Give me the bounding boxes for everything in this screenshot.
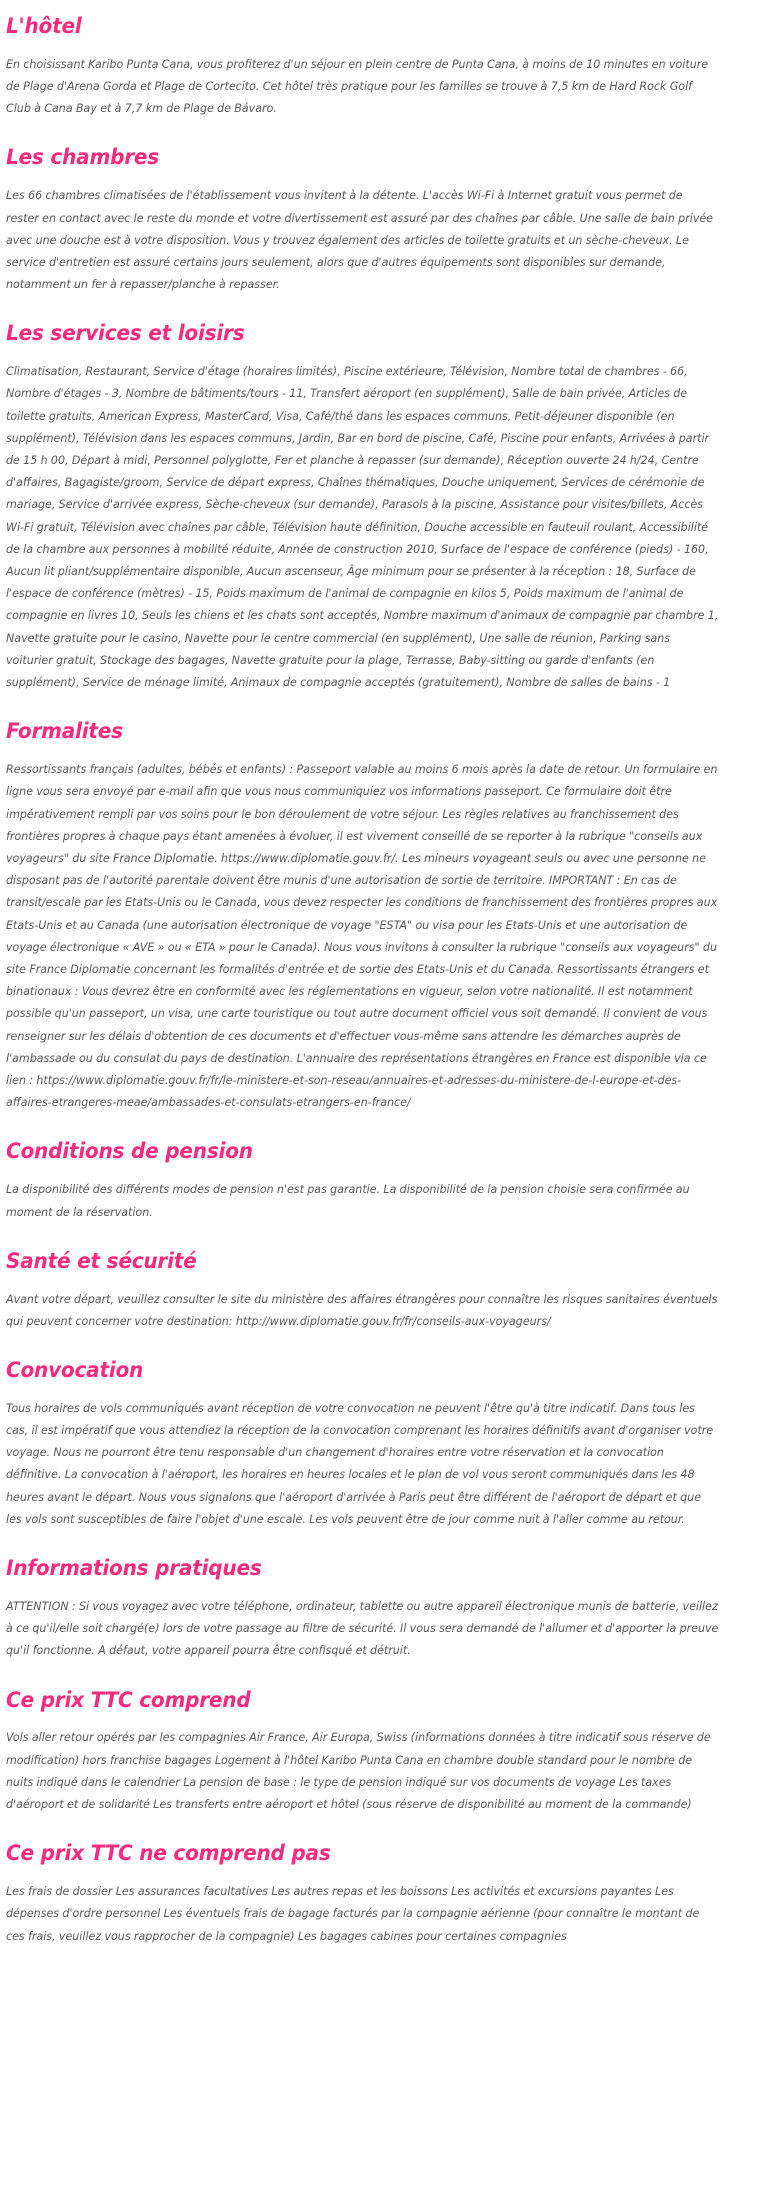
section-chambres: [6, 145, 752, 295]
section-title-conditions-pension: Conditions de pension: [6, 1139, 253, 1165]
section-prix-ttc-ne-comprend-pas: [6, 1841, 752, 1946]
section-body-hotel: En choisissant Karibo Punta Cana, vous profiterez d'un séjour en plein centre de Punta Cana, à moins de 10 minutes en voiture de Plage d'Arena Gorda et Plage de Cortecito. Cet hôtel très pratique pour les familles se trouve à 7,5 km de Hard Rock Golf Club à Cana Bay et à 7,7 km de Plage de Bávaro.: [6, 56, 709, 116]
section-body-services-loisirs: Climatisation, Restaurant, Service d'étage (horaires limités), Piscine extérieure, Télévision, Nombre total de chambres - 66, Nombre d'étages - 3, Nombre de bâtiments/tours - 11, Transfert aéroport (en supplément), Salle de bain privée, Articles de toilette gratuits, American Express, MasterCard, Visa, Café/thé dans les espaces communs, Petit-déjeuner disponible (en supplément), Télévision dans les espaces communs, Jardin, Bar en bord de piscine, Café, Piscine pour enfants, Arrivées à partir de 15 h 00, Départ à midi, Personnel polyglotte, Fer et planche à repasser (sur demande), Réception ouverte 24 h/24, Centre d'affaires, Bagagiste/groom, Service de départ express, Chaînes thématiques, Douche uniquement, Services de cérémonie de mariage, Service d'arrivée express, Sèche-cheveux (sur demande), Parasols à la piscine, Assistance pour visites/billets, Accès Wi-Fi gratuit, Télévision avec chaînes par câble, Télévision haute définition, Douche accessible en fauteuil roulant, Accessibilité de la chambre aux personnes à mobilité réduite, Année de construction 2010, Surface de l'espace de conférence (pieds) - 160, Aucun lit pliant/supplémentaire disponible, Aucun ascenseur, Âge minimum pour se présenter à la réception : 18, Surface de l'espace de conférence (mètres) - 15, Poids maximum de l'animal de compagnie en kilos 5, Poids maximum de l'animal de compagnie en livres 10, Seuls les chiens et les chats sont acceptés, Nombre maximum d'animaux de compagnie par chambre 1, Navette gratuite pour le casino, Navette pour le centre commercial (en supplément), Une salle de réunion, Parking sans voiturier gratuit, Stockage des bagages, Navette gratuite pour la plage, Terrasse, Baby-sitting ou garde d'enfants (en supplément), Service de ménage limité, Animaux de compagnie acceptés (gratuitement), Nombre de salles de bains - 1: [6, 364, 719, 690]
section-body-conditions-pension: La disponibilité des différents modes de pension n'est pas garantie. La disponibilité de la pension choisie sera confirmée au moment de la réservation.: [6, 1182, 690, 1219]
section-body-informations-pratiques: ATTENTION : Si vous voyagez avec votre téléphone, ordinateur, tablette ou autre appareil électronique munis de batterie, veillez à ce qu'il/elle soit chargé(e) lors de votre passage au filtre de sécurité. Il vous sera demandé de l'allumer et d'apporter la preuve qu'il fonctionne. A défaut, votre appareil pourra être confisqué et détruit.: [6, 1598, 719, 1658]
section-conditions-pension: [6, 1139, 752, 1222]
section-title-prix-ttc-ne-comprend-pas: Ce prix TTC ne comprend pas: [6, 1841, 331, 1867]
section-services-loisirs: [6, 321, 752, 693]
section-title-services-loisirs: Les services et loisirs: [6, 321, 245, 347]
section-title-convocation: Convocation: [6, 1357, 144, 1383]
section-body-prix-ttc-comprend: Vols aller retour opérés par les compagnies Air France, Air Europa, Swiss (informations données à titre indicatif sous réserve de modification) hors franchise bagages Logement à l'hôtel Karibo Punta Cana en chambre double standard pour le nombre de nuits indiqué dans le calendrier La pension de base : le type de pension indiqué sur vos documents de voyage Les taxes d'aéroport et de solidarité Les transferts entre aéroport et hôtel (sous réserve de disponibilité au moment de la commande): [6, 1730, 711, 1812]
section-informations-pratiques: [6, 1556, 752, 1661]
section-body-convocation: Tous horaires de vols communiqués avant réception de votre convocation ne peuvent l'être qu'à titre indicatif. Dans tous les cas, il est impératif que vous attendiez la réception de la convocation comprenant les horaires définitifs avant d'organiser votre voyage. Nous ne pourront être tenu responsable d'un changement d'horaires entre votre réservation et la convocation définitive. La convocation à l'aéroport, les horaires en heures locales et le plan de vol vous seront communiqués dans les 48 heures avant le départ. Nous vous signalons que l'aéroport d'arrivée à Paris peut être différent de l'aéroport de départ et que les vols sont susceptibles de faire l'objet d'une escale. Les vols peuvent être de jour comme nuit à l'aller comme au retour.: [6, 1400, 714, 1526]
section-body-formalites: Ressortissants français (adultes, bébés et enfants) : Passeport valable au moins 6 mois après la date de retour. Un formulaire en ligne vous sera envoyé par e-mail afin que vous nous communiquiez vos informations passeport. Ce formulaire doit être impérativement rempli par vos soins pour le bon déroulement de votre séjour. Les règles relatives au franchissement des frontières propres à chaque pays étant amenées à évoluer, il est vivement conseillé de se reporter à la rubrique "conseils aux voyageurs" du site France Diplomatie. https://www.diplomatie.gouv.fr/. Les mineurs voyageant seuls ou avec une personne ne disposant pas de l'autorité parentale doivent être munis d'une autorisation de sortie de territoire. IMPORTANT : En cas de transit/escale par les Etats-Unis ou le Canada, vous devez respecter les conditions de franchissement des frontières propres aux Etats-Unis et au Canada (une autorisation électronique de voyage "ESTA" ou visa pour les Etats-Unis et une autorisation de voyage électronique « AVE » ou « ETA » pour le Canada). Nous vous invitons à consulter la rubrique "conseils aux voyageurs" du site France Diplomatie concernant les formalités d'entrée et de sortie des Etats-Unis et du Canada. Ressortissants étrangers et binationaux : Vous devrez être en conformité avec les réglementations en vigueur, selon votre nationalité. Il est notamment possible qu'un passeport, un visa, une carte touristique ou tout autre document officiel vous soit demandé. Il convient de vous renseigner sur les délais d'obtention de ces documents et d'effectuer vous-même sans attendre les démarches auprès de l'ambassade ou du consulat du pays de destination. L'annuaire des représentations étrangères en France est disponible via ce lien : https://www.diplomatie.gouv.fr/fr/le-ministere-et-son-reseau/annuaires-et-adresses-du-ministere-de-l-europe-et-des-affaires-etrangeres-meae/ambassades-et-consulats-etrangers-en-france/: [6, 762, 718, 1110]
section-sante-securite: [6, 1249, 752, 1332]
section-title-informations-pratiques: Informations pratiques: [6, 1556, 262, 1582]
section-title-hotel: L'hôtel: [6, 14, 82, 39]
section-formalites: [6, 719, 752, 1113]
section-hotel: [6, 14, 752, 119]
section-title-sante-securite: Santé et sécurité: [6, 1248, 197, 1274]
section-prix-ttc-comprend: [6, 1688, 752, 1816]
section-convocation: [6, 1358, 752, 1530]
section-title-prix-ttc-comprend: Ce prix TTC comprend: [6, 1687, 251, 1713]
section-body-chambres: Les 66 chambres climatisées de l'établissement vous invitent à la détente. L'accès Wi-Fi à Internet gratuit vous permet de rester en contact avec le reste du monde et votre divertissement est assuré par des chaînes par câble. Une salle de bain privée avec une douche est à votre disposition. Vous y trouvez également des articles de toilette gratuits et un sèche-cheveux. Le service d'entretien est assuré certains jours seulement, alors que d'autres équipements sont disponibles sur demande, notamment un fer à repasser/planche à repasser.: [6, 188, 713, 292]
section-body-sante-securite: Avant votre départ, veuillez consulter le site du ministère des affaires étrangères pour connaître les risques sanitaires éventuels qui peuvent concerner votre destination: http://www.diplomatie.gouv.fr/fr/conseils-aux-voyageurs/: [6, 1291, 718, 1328]
section-title-formalites: Formalites: [6, 719, 123, 745]
section-title-chambres: Les chambres: [6, 145, 159, 171]
section-body-prix-ttc-ne-comprend-pas: Les frais de dossier Les assurances facultatives Les autres repas et les boissons Les activités et excursions payantes Les dépenses d'ordre personnel Les éventuels frais de bagage facturés par la compagnie aérienne (pour connaître le montant de ces frais, veuillez vous rapprocher de la compagnie) Les bagages cabines pour certaines compagnies: [6, 1884, 700, 1943]
